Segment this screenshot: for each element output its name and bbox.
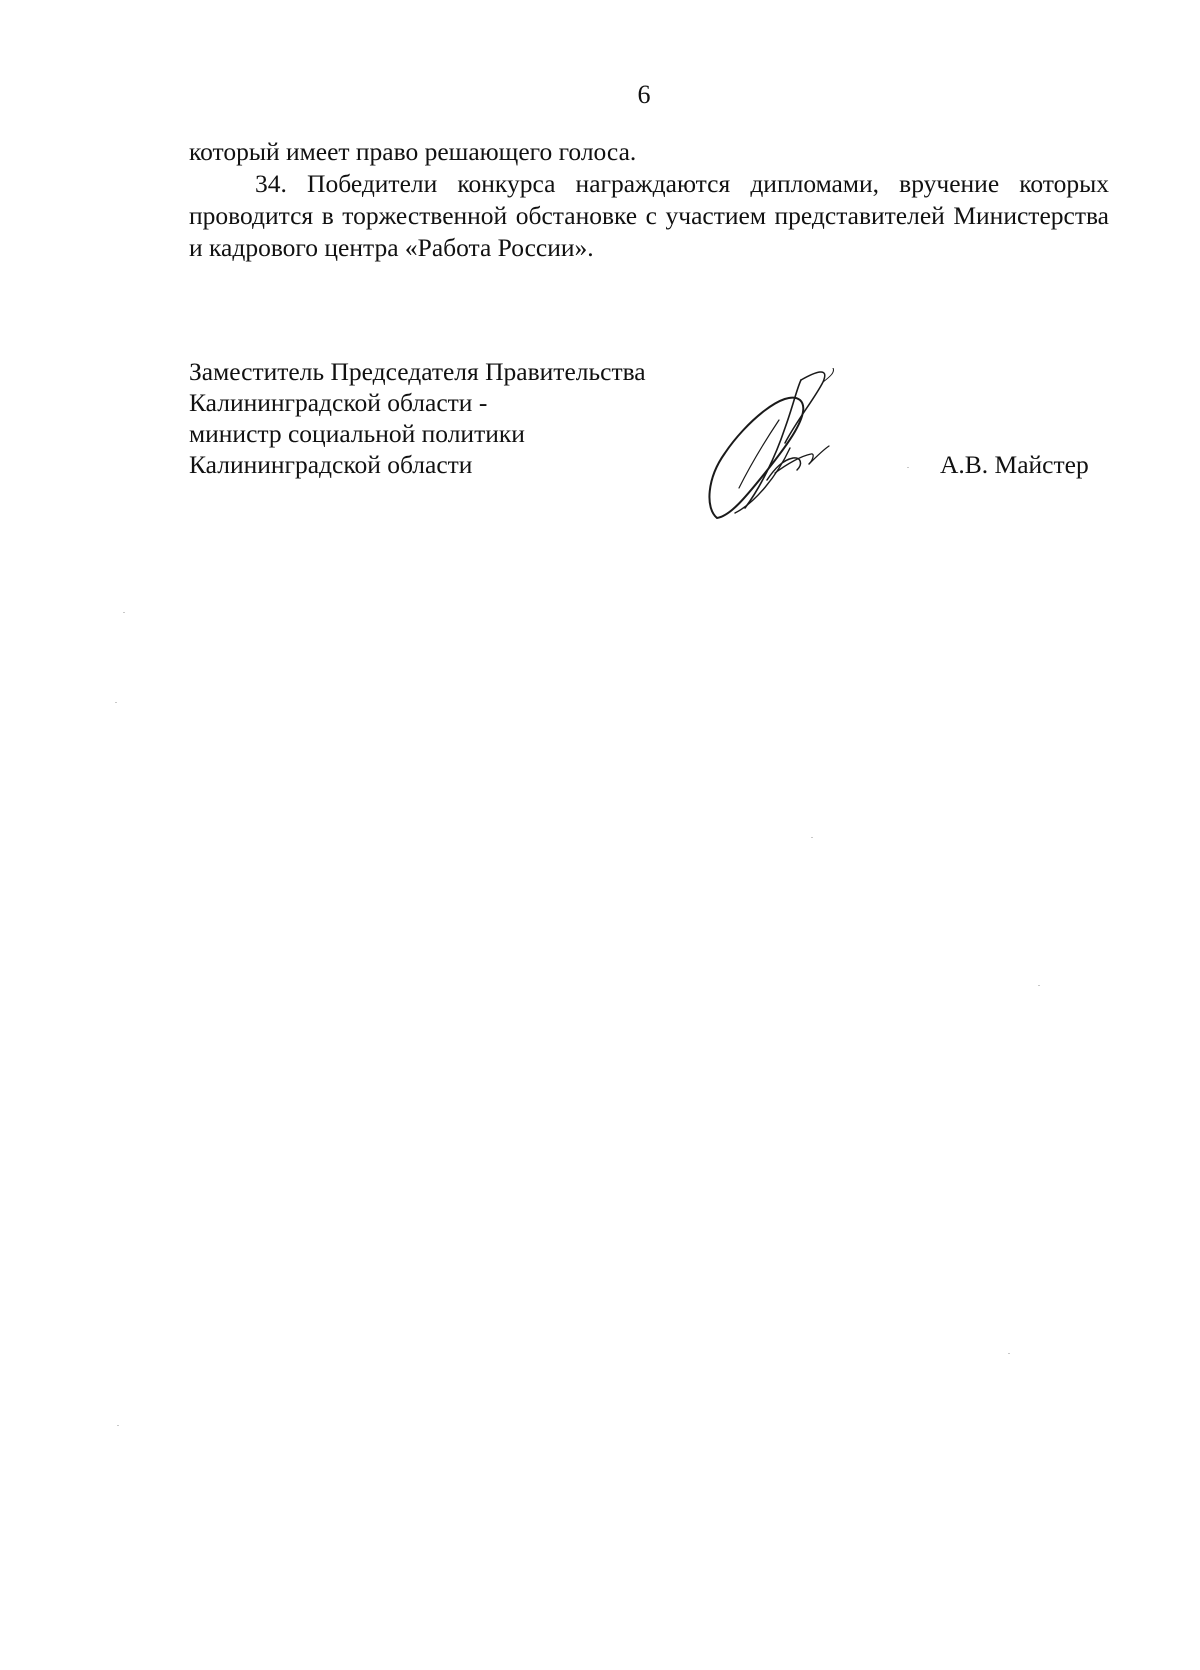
paragraph-continuation: который имеет право решающего голоса.	[189, 137, 637, 166]
handwritten-signature-icon	[705, 368, 885, 528]
paragraph-34: 34. Победители конкурса награждаются дипломами, вручение которых проводится в торжественной обстановке с участием представителей Министерства и кадрового центра «Работа России».	[189, 169, 1109, 262]
scan-speck	[1008, 1353, 1010, 1354]
scan-speck	[907, 467, 909, 468]
document-body	[189, 136, 1109, 264]
signer-name: А.В. Майстер	[940, 450, 1089, 479]
page-number: 6	[637, 80, 651, 109]
position-line: Калининградской области	[189, 450, 473, 479]
scan-speck	[1038, 985, 1040, 986]
scan-speck	[115, 702, 117, 703]
position-line: министр социальной политики	[189, 419, 525, 448]
position-line: Калининградской области -	[189, 388, 488, 417]
scan-speck	[117, 1425, 119, 1426]
scan-speck	[811, 837, 813, 838]
scan-speck	[123, 612, 125, 613]
position-line: Заместитель Председателя Правительства	[189, 357, 646, 386]
